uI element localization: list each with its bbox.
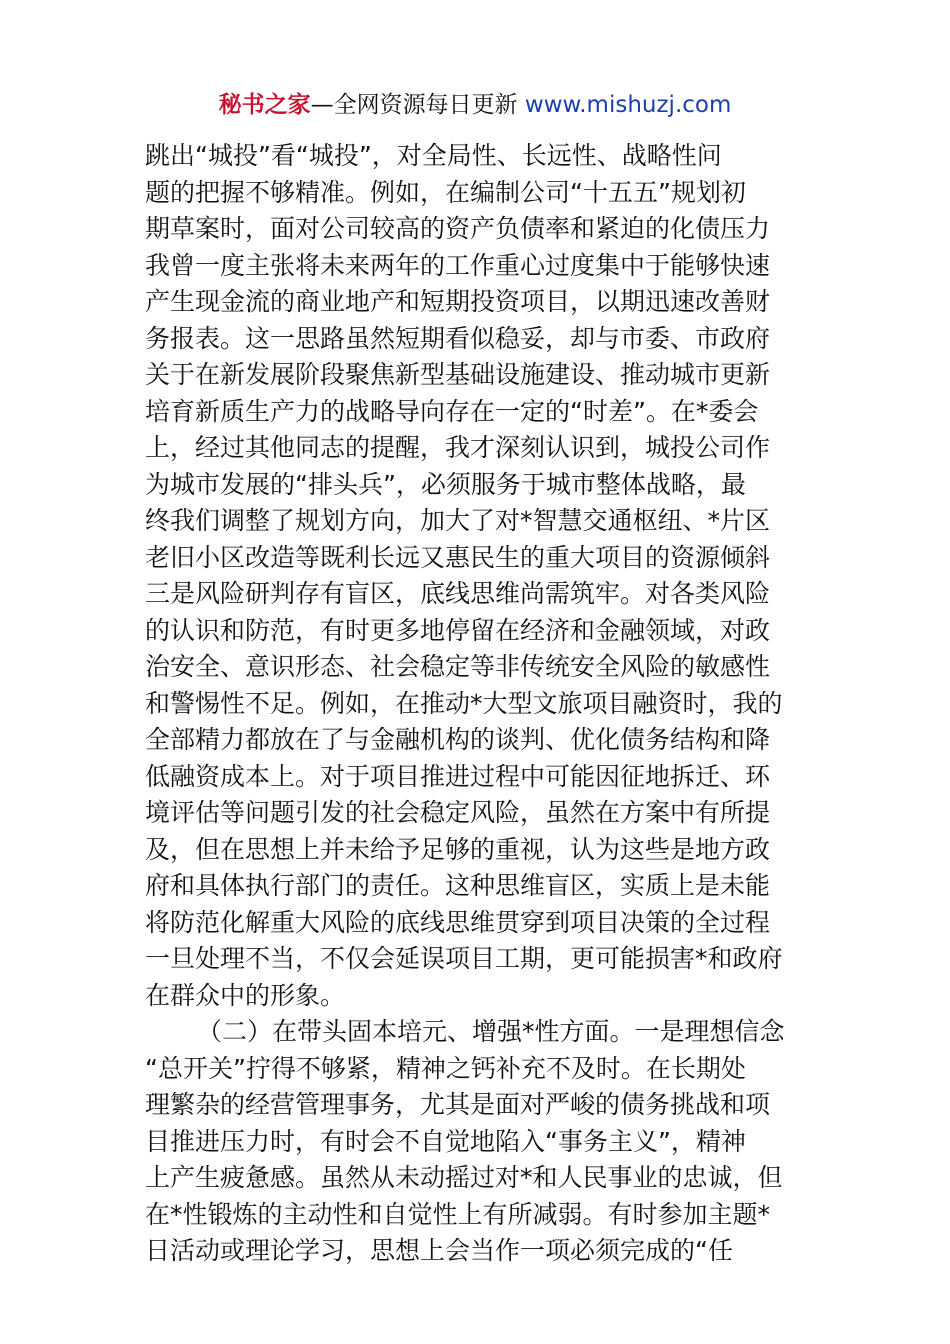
text-line: 产生现金流的商业地产和短期投资项目，以期迅速改善财 xyxy=(145,287,771,316)
page-header xyxy=(0,88,950,122)
text-line: 为城市发展的“排头兵”，必须服务于城市整体战略，最 xyxy=(145,469,746,499)
text-line: 上产生疲惫感。虽然从未动摇过对*和人民事业的忠诚，但 xyxy=(145,1163,783,1192)
body-text xyxy=(145,138,810,1270)
text-line: 期草案时，面对公司较高的资产负债率和紧迫的化债压力 xyxy=(145,214,771,243)
text-line: 府和具体执行部门的责任。这种思维盲区，实质上是未能 xyxy=(145,871,771,900)
text-line: 日活动或理论学习，思想上会当作一项必须完成的“任 xyxy=(145,1236,733,1265)
text-line: 老旧小区改造等既利长远又惠民生的重大项目的资源倾斜 xyxy=(145,542,771,572)
text-line: 境评估等问题引发的社会稳定风险，虽然在方案中有所提 xyxy=(145,798,771,827)
text-line: “总开关”拧得不够紧，精神之钙补充不及时。在长期处 xyxy=(145,1053,746,1083)
text-line: 在*性锻炼的主动性和自觉性上有所减弱。有时参加主题* xyxy=(145,1199,771,1229)
text-line: 在群众中的形象。 xyxy=(145,980,346,1010)
text-line: 题的把握不够精准。例如，在编制公司“十五五”规划初 xyxy=(145,177,746,207)
header-tagline: —全网资源每日更新 xyxy=(310,92,525,118)
text-line: 上，经过其他同志的提醒，我才深刻认识到，城投公司作 xyxy=(145,433,771,462)
header-url-link[interactable]: www.mishuzj.com xyxy=(524,92,732,118)
header-brand: 秘书之家 xyxy=(218,92,311,118)
text-line: 终我们调整了规划方向，加大了对*智慧交通枢纽、*片区 xyxy=(145,506,771,535)
text-line: 务报表。这一思路虽然短期看似稳妥，却与市委、市政府 xyxy=(145,323,771,353)
text-line: 的认识和防范，有时更多地停留在经济和金融领域，对政 xyxy=(145,615,771,645)
text-line: 低融资成本上。对于项目推进过程中可能因征地拆迁、环 xyxy=(145,761,771,791)
text-line: 目推进压力时，有时会不自觉地陷入“事务主义”，精神 xyxy=(145,1126,746,1156)
text-line: 我曾一度主张将未来两年的工作重心过度集中于能够快速 xyxy=(145,250,771,280)
text-line: 三是风险研判存有盲区，底线思维尚需筑牢。对各类风险 xyxy=(145,579,771,608)
text-line: 跳出“城投”看“城投”，对全局性、长远性、战略性问 xyxy=(145,141,722,170)
text-line: 将防范化解重大风险的底线思维贯穿到项目决策的全过程 xyxy=(145,907,771,937)
section-heading-line: （二）在带头固本培元、增强*性方面。一是理想信念 xyxy=(197,1017,785,1046)
text-line: 关于在新发展阶段聚焦新型基础设施建设、推动城市更新 xyxy=(145,360,771,389)
text-line: 全部精力都放在了与金融机构的谈判、优化债务结构和降 xyxy=(145,725,771,754)
text-line: 治安全、意识形态、社会稳定等非传统安全风险的敏感性 xyxy=(145,652,771,681)
text-line: 一旦处理不当，不仅会延误项目工期，更可能损害*和政府 xyxy=(145,944,783,973)
text-line: 理繁杂的经营管理事务，尤其是面对严峻的债务挑战和项 xyxy=(145,1090,771,1119)
text-line: 及，但在思想上并未给予足够的重视，认为这些是地方政 xyxy=(145,834,771,864)
text-line: 培育新质生产力的战略导向存在一定的“时差”。在*委会 xyxy=(145,396,759,426)
text-line: 和警惕性不足。例如，在推动*大型文旅项目融资时，我的 xyxy=(145,688,783,718)
